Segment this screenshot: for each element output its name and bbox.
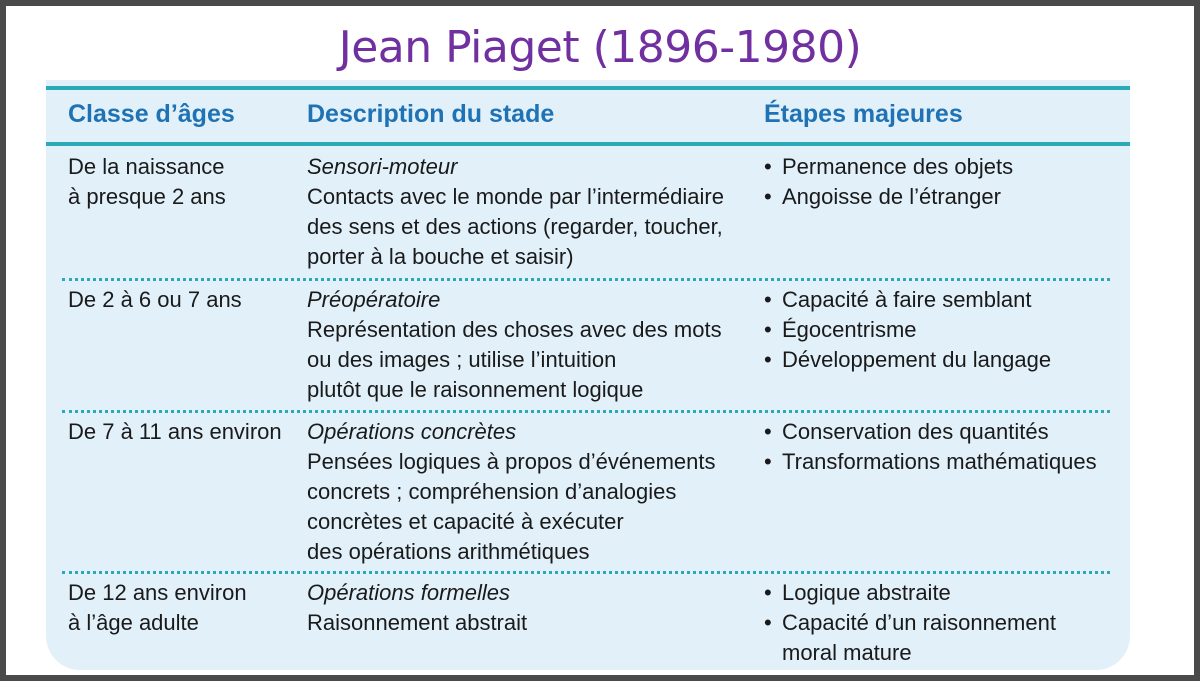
header-stage-description: Description du stade — [307, 100, 555, 128]
piaget-stages-table — [46, 80, 1130, 670]
row-4-stage-name: Opérations formelles — [307, 580, 510, 605]
list-item: • Logique abstraite — [764, 578, 1094, 608]
table-top-rule — [46, 86, 1130, 90]
row-3-stage-name: Opérations concrètes — [307, 419, 517, 444]
list-item: • Transformations mathématiques — [764, 447, 1097, 477]
header-bottom-rule — [46, 142, 1130, 146]
list-item: • Permanence des objets — [764, 152, 1013, 182]
row-3-description: Opérations concrètes Pensées logiques à propos d’événements concrets ; compréhension d’analogies concrètes et capacité à exécuter des opérations arithmétiques — [307, 419, 716, 564]
row-3-milestones — [764, 417, 1097, 477]
row-divider — [62, 278, 1110, 281]
list-item: • Capacité à faire semblant — [764, 285, 1051, 315]
header-age-class: Classe d’âges — [68, 100, 235, 128]
row-1-stage-name: Sensori-moteur — [307, 154, 458, 179]
slide-title: Jean Piaget (1896-1980) — [338, 22, 862, 73]
row-2-milestones — [764, 285, 1051, 375]
row-4-description: Opérations formelles Raisonnement abstrait — [307, 580, 528, 635]
row-1-age: De la naissance à presque 2 ans — [68, 154, 226, 209]
row-divider — [62, 410, 1110, 413]
list-item: • Égocentrisme — [764, 315, 1051, 345]
row-2-age: De 2 à 6 ou 7 ans — [68, 287, 242, 312]
row-divider — [62, 571, 1110, 574]
list-item: • Angoisse de l’étranger — [764, 182, 1013, 212]
row-2-description: Préopératoire Représentation des choses avec des mots ou des images ; utilise l’intuition plutôt que le raisonnement logique — [307, 287, 722, 402]
row-3-age: De 7 à 11 ans environ — [68, 419, 282, 444]
list-item: • Développement du langage — [764, 345, 1051, 375]
row-1-milestones — [764, 152, 1013, 212]
row-1-description: Sensori-moteur Contacts avec le monde par l’intermédiaire des sens et des actions (regarder, toucher, porter à la bouche et saisir) — [307, 154, 724, 269]
slide — [6, 6, 1194, 675]
list-item: • Conservation des quantités — [764, 417, 1097, 447]
list-item: • Capacité d’un raisonnement moral mature — [764, 608, 1094, 668]
row-4-age: De 12 ans environ à l’âge adulte — [68, 580, 247, 635]
header-major-milestones: Étapes majeures — [764, 100, 963, 128]
row-2-stage-name: Préopératoire — [307, 287, 441, 312]
row-4-milestones — [764, 578, 1094, 668]
